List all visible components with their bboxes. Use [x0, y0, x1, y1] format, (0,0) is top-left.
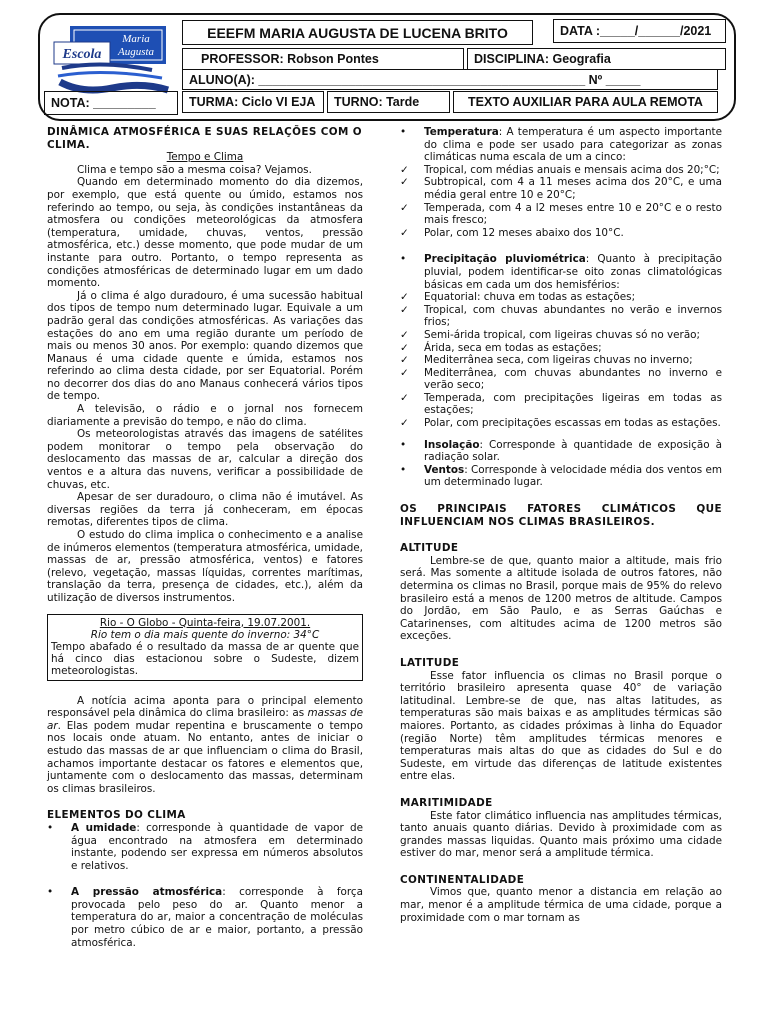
grade-field: NOTA: _________ — [44, 91, 178, 115]
check-item: ✓ Polar, com precipitações escassas em todas as estações. — [400, 417, 721, 430]
check-item: ✓ Árida, seca em todas as estações; — [400, 341, 602, 354]
paragraph: A televisão, o rádio e o jornal nos fornecem diariamente a previsão do tempo, e não do clima. — [47, 403, 363, 428]
logo-text-escola: Escola — [62, 47, 102, 62]
news-body: Tempo abafado é o resultado da massa de ar quente que há cinco dias estacionou sobre o Sudeste, dizem meteorologistas. — [51, 640, 359, 678]
school-name: EEEFM MARIA AUGUSTA DE LUCENA BRITO — [182, 20, 533, 45]
check-item: ✓ Mediterrânea seca, com ligeiras chuvas no inverno; — [400, 354, 693, 367]
class-field: TURMA: Ciclo VI EJA — [182, 91, 324, 113]
list-item: • A umidade: corresponde à quantidade de vapor de água encontrado na atmosfera em determinado instante, podendo ser expressa em números absolutos e relativos. — [47, 821, 363, 872]
section-title-elements: ELEMENTOS DO CLIMA — [47, 809, 186, 822]
paragraph: O estudo do clima implica o conhecimento e a analise de inúmeros elementos (temperatura atmosférica, umidade, massas de ar, pressão atmosférica, ventos) e fatores (relevo, vegetação, massas líquidas, correntes marítimas, translação da terra, presença de cidades, etc.), além da utilização de diversos instrumentos. — [47, 529, 363, 604]
news-headline: Rio - O Globo - Quinta-feira, 19.07.2001. — [99, 616, 311, 629]
right-column — [400, 126, 722, 924]
list-item: • A pressão atmosférica: corresponde à força provocada pelo peso do ar. Quanto menor a temperatura do ar, maior a concentração de moléculas por metro cúbico de ar e maior, portanto, a pressão atmosférica. — [47, 886, 364, 949]
logo-text-augusta: Augusta — [117, 46, 155, 58]
list-item: • Precipitação pluviométrica: Quanto à precipitação pluvial, podem identificar-se oito zonas climatológicas básicas em cada um dos hemisférios: — [400, 253, 723, 291]
paragraph: A notícia acima aponta para o principal elemento responsável pela dinâmica do clima brasileiro: as massas de ar. Elas podem mudar repentina e bruscamente o tempo nos locais onde atuam. No entanto, antes de iniciar o estudo das massas de ar que influenciam o clima do Brasil, achamos importante destacar os fatores e elementos que, juntamente com o deslocamento das massas, determinam os climas brasileiros. — [47, 694, 364, 795]
paragraph: Este fator climático influencia nas amplitudes térmicas, tanto anuais quanto diárias. Devido à proximidade com as grandes massas liquidas. Quanto mais próximo uma cidade estiver do mar, menor será a amplitude térmica. — [400, 809, 722, 860]
date-field: DATA :_____/______/2021 — [553, 19, 726, 43]
section-title-factors: OS PRINCIPAIS FATORES CLIMÁTICOS QUE INFLUENCIAM NOS CLIMAS BRASILEIROS. — [400, 503, 722, 528]
check-item: ✓ Temperada, com 4 a l2 meses entre 10 e 20°C e o resto mais fresco; — [400, 201, 722, 227]
check-item: ✓ Equatorial: chuva em todas as estações; — [400, 291, 636, 304]
paragraph: Clima e tempo são a mesma coisa? Vejamos. — [77, 163, 312, 176]
check-item: ✓ Temperada, com precipitações ligeiras em todas as estações; — [400, 391, 722, 417]
left-column — [47, 126, 363, 949]
paragraph: Quando em determinado momento do dia dizemos, por exemplo, que está quente ou úmido, estamos nos referindo ao tempo, ou seja, às condições instantâneas da atmosfera ou condições meteorológicas da atmosfera (temperatura, umidade, chuvas, ventos, pressão atmosférica, etc.) desse momento, que pode mudar de um instante para outro. Portanto, o tempo representa as condições atmosféricas de determinado lugar em um dado momento. — [47, 176, 363, 290]
paragraph: Já o clima é algo duradouro, é uma sucessão habitual dos tipos de tempo num determinado lugar. Equivale a um padrão geral das condições atmosféricas. As variações das estações do ano em uma região durante um período de mais ou menos 30 anos. Por exemplo: quando dizemos que Manaus é uma cidade quente e úmida, estamos nos referindo ao clima desta cidade, por ser Equatorial. Porém no decorrer dos dias do ano Manaus conhecerá vários tipos de tempo. — [47, 289, 363, 403]
paragraph: Lembre-se de que, quanto maior a altitude, mais frio será. Mas somente a altitude isolada de outros fatores, não determina os climas no Brasil, porque mais de 95% do relevo brasileiro está a menos de 1200 metros de altitude. Campos do Jordão, em São Paulo, e as Serras Gaúchas e Catarinenses, com altitudes acima de 1200 metros são exceções. — [400, 554, 722, 643]
list-item: • Temperatura: A temperatura é um aspecto importante do clima e pode ser usado para categorizar as zonas climáticas numa escala de um a cinco: — [400, 126, 722, 164]
student-field: ALUNO(A): _______________________________________________ Nº _____ — [182, 69, 718, 90]
news-subheadline: Rio tem o dia mais quente do inverno: 34°C — [90, 628, 320, 641]
check-item: ✓ Tropical, com médias anuais e mensais acima dos 20;°C; — [400, 163, 720, 176]
check-item: ✓ Subtropical, com 4 a 11 meses acima dos 20°C, e uma média geral entre 10 e 20°C; — [400, 176, 722, 201]
section-title-altitude: ALTITUDE — [400, 542, 459, 555]
paragraph: Esse fator influencia os climas no Brasil porque o território brasileiro apresenta quase 40° de variação latitudinal. Lembre-se de que, nas altas latitudes, as temperaturas são mais baixas e as amplitudes térmicas são maiores. Portanto, as cidades próximas à linha do Equador (região Norte) têm amplitudes térmicas menores e temperaturas mais altas do que as cidades do Sul e do Sudeste, em virtude das diferenças de latitude existentes entre elas. — [400, 669, 722, 783]
check-item: ✓ Tropical, com chuvas abundantes no verão e invernos frios; — [400, 303, 722, 329]
list-item: • Ventos: Corresponde à velocidade média dos ventos em um determinado lugar. — [400, 463, 722, 489]
paragraph: Os meteorologistas através das imagens de satélites podem monitorar o tempo pela observação do deslocamento das massas de ar, calcular a direção dos ventos e a altura das nuvens, verificar a possibilidade de chuvas, etc. — [47, 428, 363, 491]
news-box — [47, 614, 363, 681]
check-item: ✓ Semi-árida tropical, com ligeiras chuvas só no verão; — [400, 328, 701, 341]
list-item: • Insolação: Corresponde à quantidade de exposição à radiação solar. — [400, 438, 722, 464]
shift-field: TURNO: Tarde — [327, 91, 450, 113]
school-logo — [52, 20, 172, 98]
doc-type-field: TEXTO AUXILIAR PARA AULA REMOTA — [453, 91, 718, 113]
paragraph: Vimos que, quanto menor a distancia em relação ao mar, menor é a amplitude térmica de uma cidade, porque a proximidade com o mar tornam as — [400, 886, 722, 924]
check-item: ✓ Mediterrânea, com chuvas abundantes no inverno e verão seco; — [400, 366, 722, 392]
logo-text-maria: Maria — [122, 33, 150, 45]
subtitle: Tempo e Clima — [166, 151, 244, 164]
section-title-maritimidade: MARITIMIDADE — [400, 796, 493, 809]
professor-field: PROFESSOR: Robson Pontes — [182, 48, 464, 70]
section-title-continentalidade: CONTINENTALIDADE — [400, 873, 525, 886]
section-title-latitude: LATITUDE — [400, 656, 460, 669]
paragraph: Apesar de ser duradouro, o clima não é imutável. As diversas regiões da terra já conheceram, em épocas remotas, diferentes tipos de clima. — [47, 491, 363, 529]
check-item: ✓ Polar, com 12 meses abaixo dos 10°C. — [400, 226, 624, 239]
main-title: DINÂMICA ATMOSFÉRICA E SUAS RELAÇÕES COM O CLIMA. — [47, 126, 362, 151]
discipline-field: DISCIPLINA: Geografia — [467, 48, 726, 70]
